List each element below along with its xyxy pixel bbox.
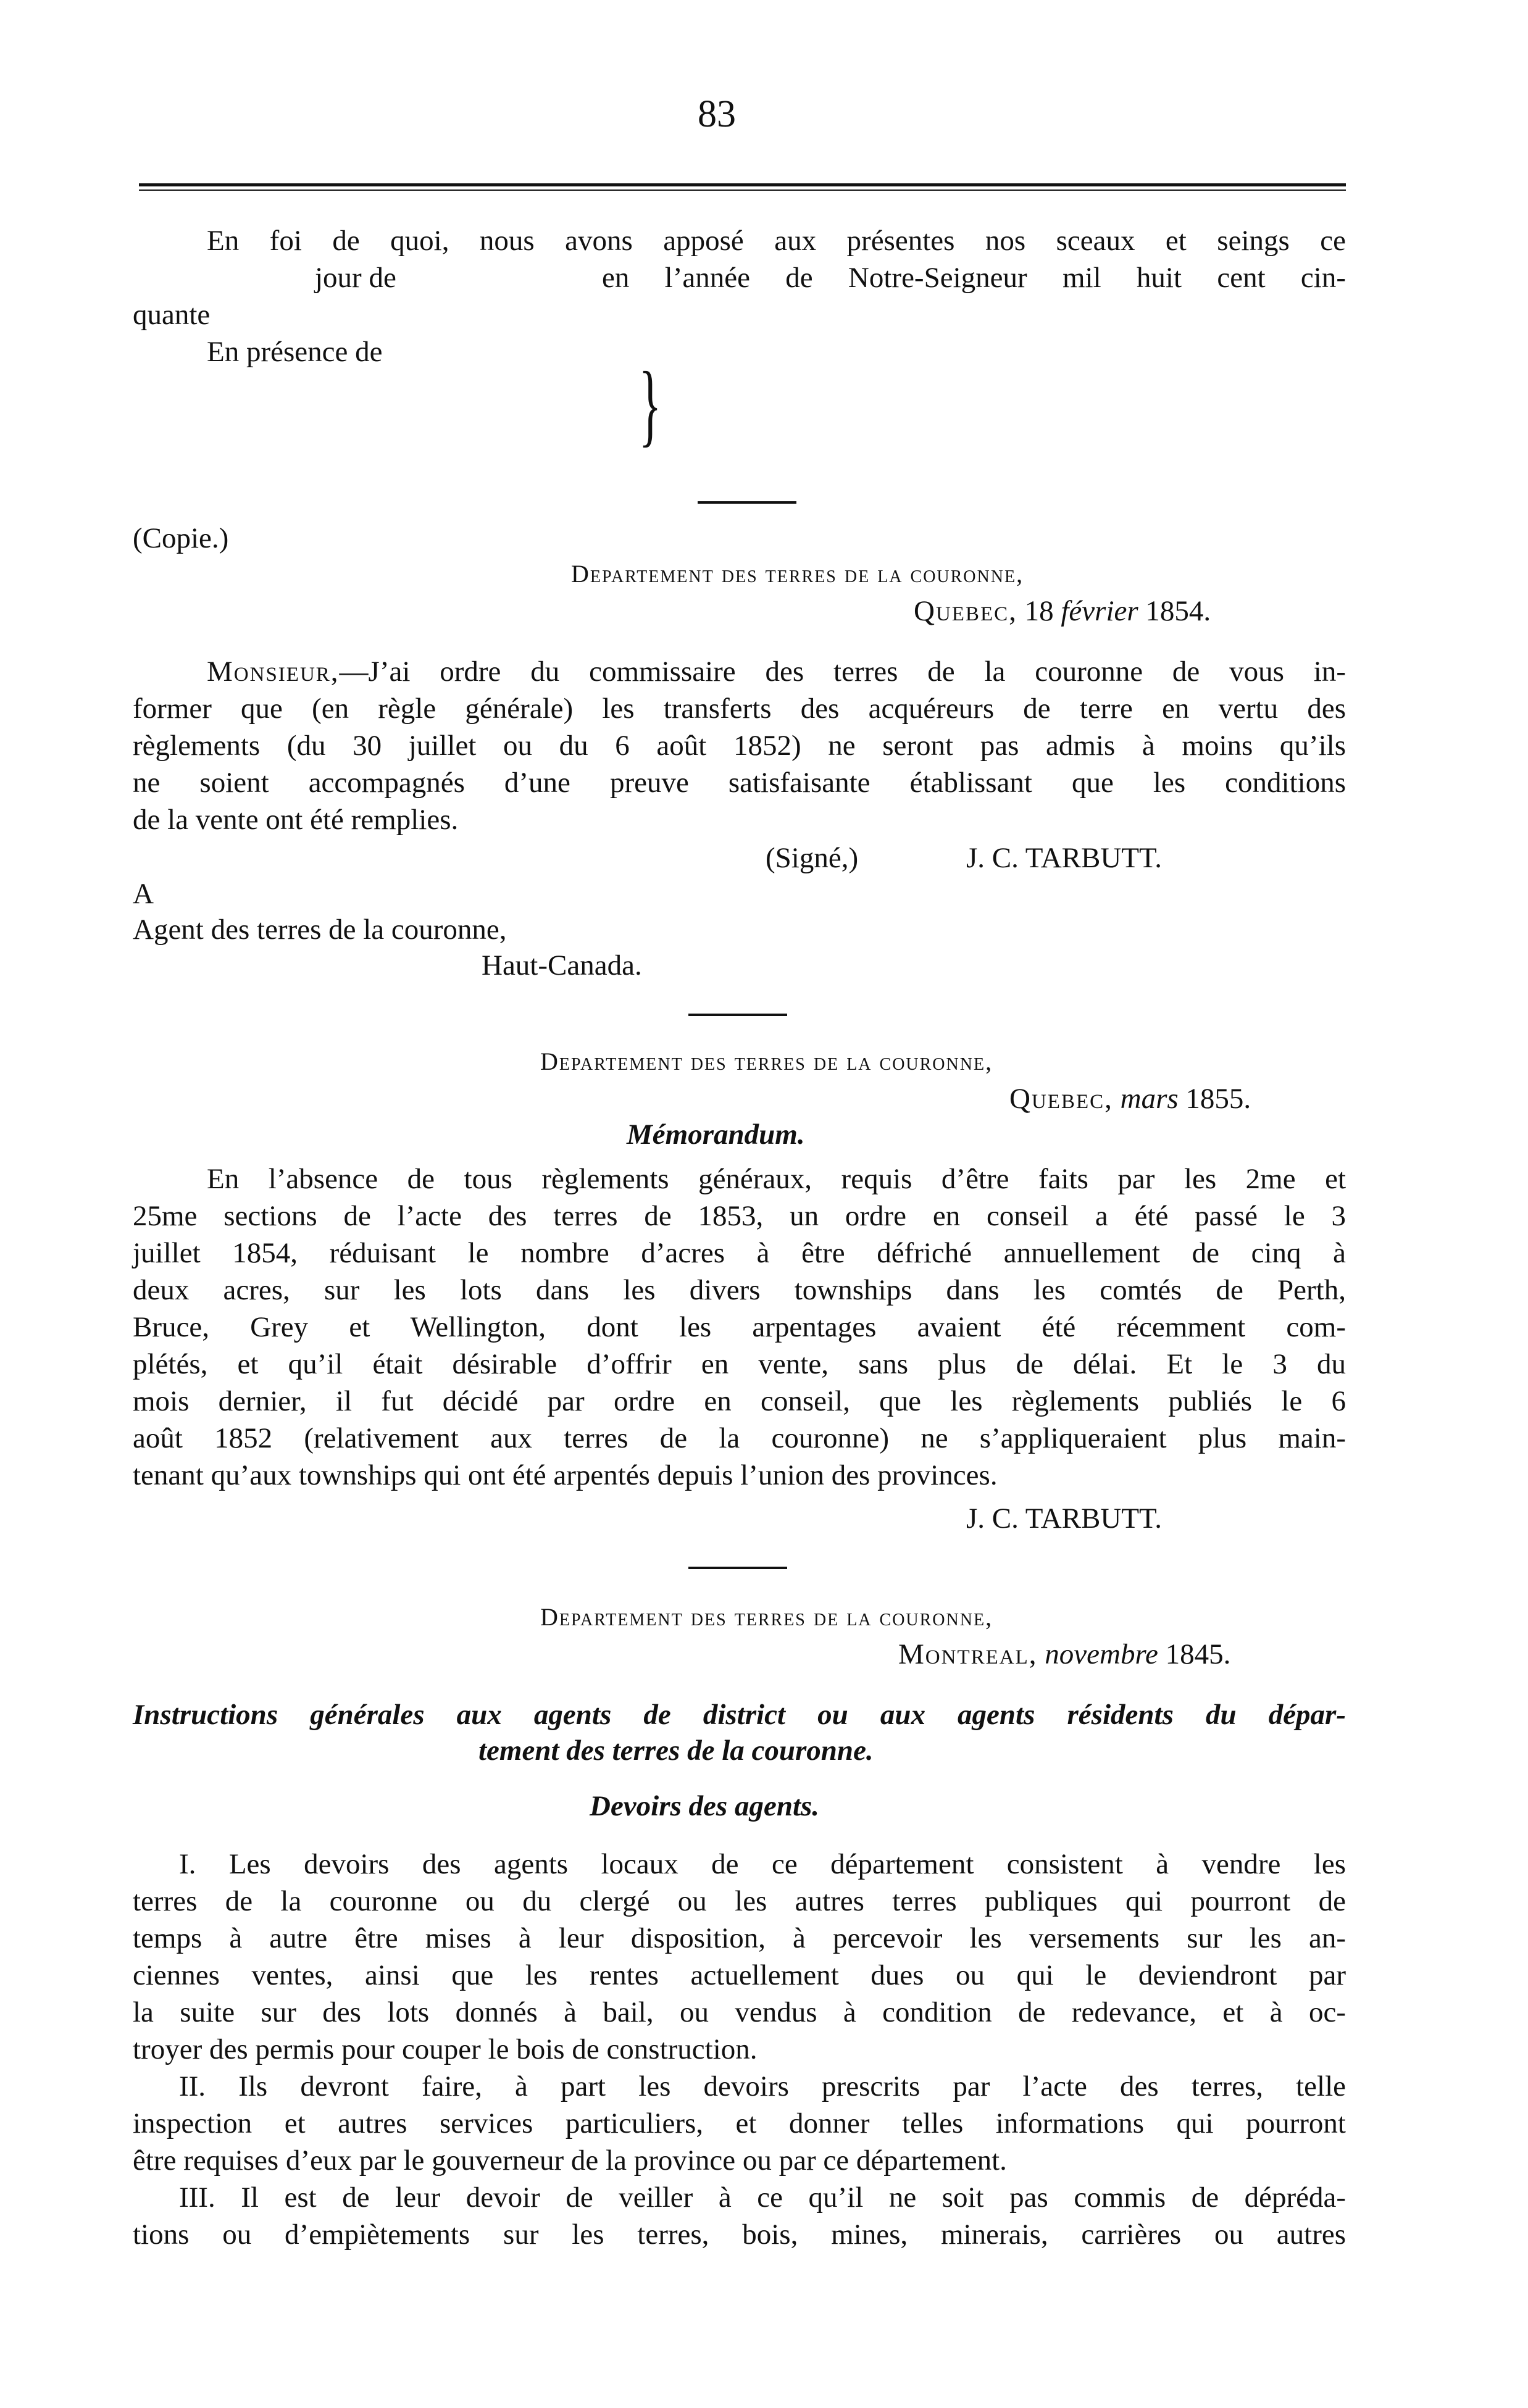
memo-body-line-7: mois dernier, il fut décidé par ordre en conseil, que les règlements publiés le 6 <box>133 1385 1346 1417</box>
instructions-body-line-4: ciennes ventes, ainsi que les rentes actuellement dues ou qui le deviendront par <box>133 1959 1346 1991</box>
instructions-place: Montreal, <box>898 1638 1038 1670</box>
signature-brace: } <box>639 353 661 456</box>
memo-body-line-2: 25me sections de l’acte des terres de 1853, un ordre en conseil a été passé le 3 <box>133 1200 1346 1232</box>
section-rule-2 <box>688 1014 787 1016</box>
letter1-to: A <box>133 878 154 910</box>
memo-body-line-5: Bruce, Grey et Wellington, dont les arpentages avaient été récemment com- <box>133 1311 1346 1343</box>
memo-year: 1855. <box>1185 1083 1251 1115</box>
header-rule-thin <box>139 190 1346 191</box>
instructions-body-line-8: inspection et autres services particuliers, et donner telles informations qui pourront <box>133 2107 1346 2139</box>
letter1-addressee-2: Haut-Canada. <box>482 949 642 981</box>
instructions-body-line-6: troyer des permis pour couper le bois de construction. <box>133 2033 758 2065</box>
copie-label: (Copie.) <box>133 522 229 554</box>
letter1-signature: J. C. TARBUTT. <box>966 842 1162 874</box>
letter1-department: Departement des terres de la couronne, <box>571 560 1024 588</box>
instructions-body-line-10: III. Il est de leur devoir de veiller à ce qu’il ne soit pas commis de dépréda- <box>179 2181 1346 2214</box>
instructions-body-line-2: terres de la couronne ou du clergé ou les autres terres publiques qui pourront de <box>133 1885 1346 1917</box>
memo-body-line-3: juillet 1854, réduisant le nombre d’acres à être défriché annuellement de cinq à <box>133 1237 1346 1269</box>
instructions-body-line-9: être requises d’eux par le gouverneur de la province ou par ce département. <box>133 2144 1007 2177</box>
memo-month: mars <box>1120 1083 1179 1115</box>
instructions-body-line-1: I. Les devoirs des agents locaux de ce département consistent à vendre les <box>179 1848 1346 1880</box>
instructions-department: Departement des terres de la couronne, <box>540 1603 993 1631</box>
page-number: 83 <box>698 93 736 135</box>
letter1-body-line-3: règlements (du 30 juillet ou du 6 août 1852) ne seront pas admis à moins qu’ils <box>133 730 1346 762</box>
instructions-body-line-3: temps à autre être mises à leur disposition, à percevoir les versements sur les an- <box>133 1922 1346 1954</box>
memo-body-line-1: En l’absence de tous règlements généraux, requis d’être faits par les 2me et <box>207 1163 1346 1195</box>
letter1-salutation: Monsieur, <box>207 656 340 688</box>
memo-place: Quebec, <box>1009 1083 1113 1115</box>
memo-department: Departement des terres de la couronne, <box>540 1048 993 1075</box>
letter1-body-line-4: ne soient accompagnés d’une preuve satisfaisante établissant que les conditions <box>133 767 1346 799</box>
memo-body-line-4: deux acres, sur les lots dans les divers townships dans les comtés de Perth, <box>133 1274 1346 1306</box>
letter1-month: février <box>1061 595 1138 627</box>
instructions-title-2: tement des terres de la couronne. <box>478 1735 874 1767</box>
instructions-subtitle: Devoirs des agents. <box>590 1790 820 1822</box>
closing-line-2b: en l’année de Notre-Seigneur mil huit cent cin- <box>602 262 1346 294</box>
letter1-place: Quebec, <box>914 595 1017 627</box>
letter1-addressee-1: Agent des terres de la couronne, <box>133 914 507 946</box>
section-rule-1 <box>698 501 796 504</box>
closing-line-2a: jour de <box>315 262 396 294</box>
memo-body-line-6: plétés, et qu’il était désirable d’offrir en vente, sans plus de délai. Et le 3 du <box>133 1348 1346 1380</box>
instructions-month: novembre <box>1045 1638 1158 1670</box>
letter1-body-line-2: former que (en règle générale) les transferts des acquéreurs de terre en vertu des <box>133 693 1346 725</box>
closing-line-3: quante <box>133 299 211 331</box>
memo-body-line-8: août 1852 (relativement aux terres de la couronne) ne s’appliqueraient plus main- <box>133 1422 1346 1454</box>
memo-title: Mémorandum. <box>627 1119 805 1151</box>
instructions-title-1: Instructions générales aux agents de district ou aux agents résidents du dépar- <box>133 1699 1346 1731</box>
closing-line-1: En foi de quoi, nous avons apposé aux présentes nos sceaux et seings ce <box>207 225 1346 257</box>
letter1-day: 18 <box>1024 595 1054 627</box>
instructions-body-line-11: tions ou d’empiètements sur les terres, bois, mines, minerais, carrières ou autres <box>133 2218 1346 2251</box>
instructions-dateline <box>898 1636 1230 1673</box>
letter1-dateline <box>914 593 1211 630</box>
instructions-year: 1845. <box>1165 1638 1231 1670</box>
memo-signature: J. C. TARBUTT. <box>966 1502 1162 1535</box>
memo-body-line-9: tenant qu’aux townships qui ont été arpentés depuis l’union des provinces. <box>133 1459 998 1491</box>
instructions-body-line-7: II. Ils devront faire, à part les devoirs prescrits par l’acte des terres, telle <box>179 2070 1346 2102</box>
letter1-body-line-5: de la vente ont été remplies. <box>133 804 459 836</box>
section-rule-3 <box>688 1567 787 1569</box>
closing-line-4: En présence de <box>207 336 383 368</box>
memo-dateline <box>1009 1080 1251 1117</box>
letter1-year: 1854. <box>1145 595 1211 627</box>
letter1-signed: (Signé,) <box>766 842 859 874</box>
header-rule <box>139 183 1346 186</box>
instructions-body-line-5: la suite sur des lots donnés à bail, ou vendus à condition de redevance, et à oc- <box>133 1996 1346 2028</box>
letter1-body-line-1: Monsieur,—J’ai ordre du commissaire des terres de la couronne de vous in- <box>207 656 1346 688</box>
